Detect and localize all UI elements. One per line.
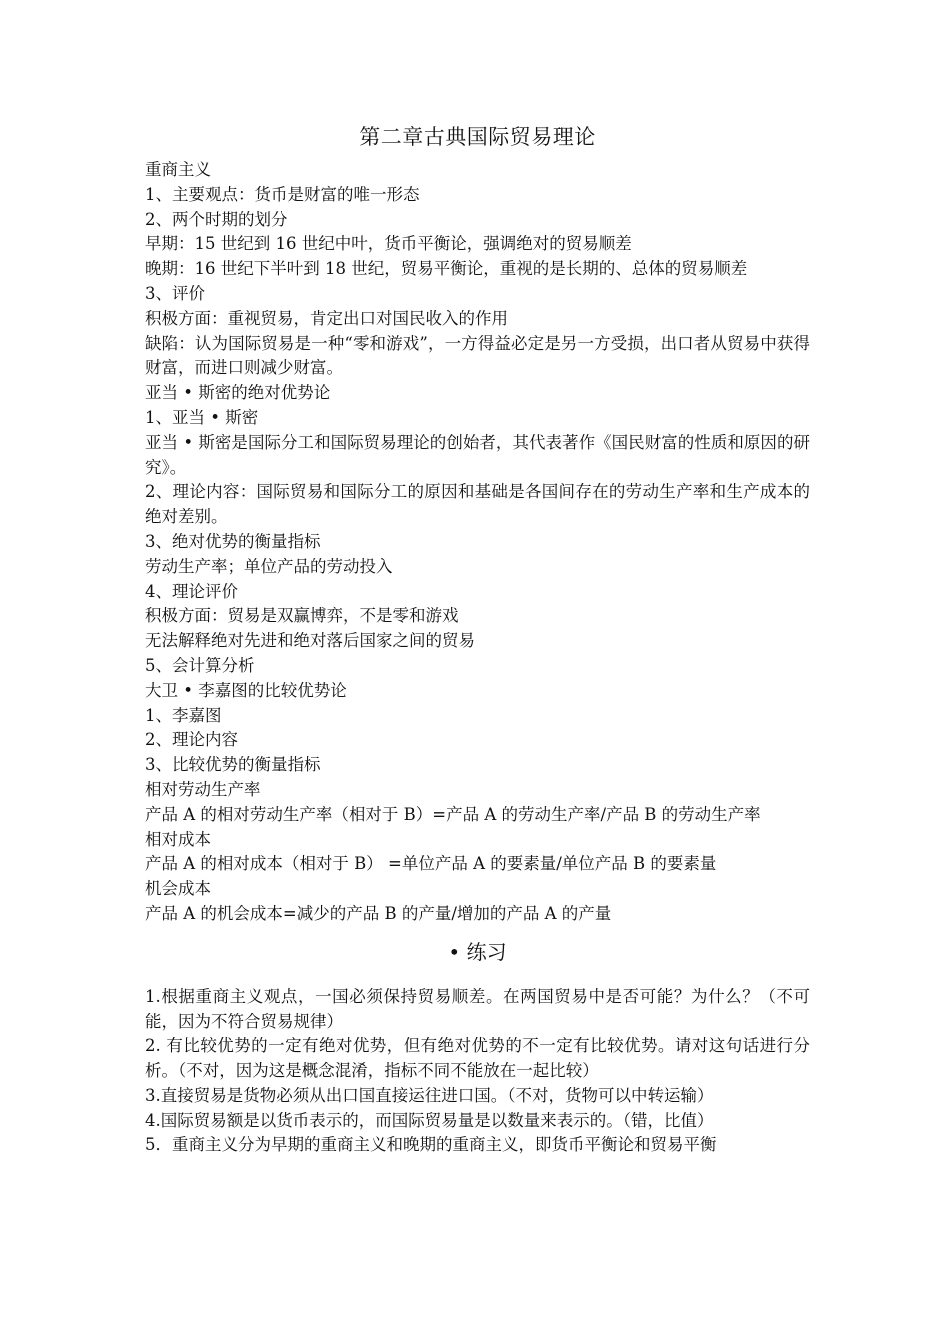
text-line: 早期：15 世纪到 16 世纪中叶，货币平衡论，强调绝对的贸易顺差 xyxy=(145,234,632,254)
practice-item: 5．重商主义分为早期的重商主义和晚期的重商主义，即货币平衡论和贸易平衡 xyxy=(145,1135,717,1155)
document-body xyxy=(145,120,810,1158)
text-line: 积极方面：贸易是双赢博弈，不是零和游戏 xyxy=(145,606,459,626)
text-line: 3、评价 xyxy=(145,283,205,303)
text-line: 无法解释绝对先进和绝对落后国家之间的贸易 xyxy=(145,631,475,651)
text-line: 亚当 • 斯密是国际分工和国际贸易理论的创始者，其代表著作《国民财富的性质和原因的研究》。 xyxy=(145,432,810,477)
practice-item: 2. 有比较优势的一定有绝对优势，但有绝对优势的不一定有比较优势。请对这句话进行分析。（不对，因为这是概念混淆，指标不同不能放在一起比较） xyxy=(145,1036,810,1081)
text-line: 5、会计算分析 xyxy=(145,655,255,675)
text-line: 1、李嘉图 xyxy=(145,705,222,725)
practice-heading: • 练习 xyxy=(448,939,507,964)
text-line: 4、理论评价 xyxy=(145,581,238,601)
text-line: 2、两个时期的划分 xyxy=(145,209,288,229)
text-line: 产品 A 的相对劳动生产率（相对于 B）=产品 A 的劳动生产率/产品 B 的劳动生产率 xyxy=(145,804,761,824)
text-line: 积极方面：重视贸易，肯定出口对国民收入的作用 xyxy=(145,308,508,328)
text-line: 缺陷：认为国际贸易是一种“零和游戏”，一方得益必定是另一方受损，出口者从贸易中获得财富，而进口则减少财富。 xyxy=(145,333,810,378)
text-line: 产品 A 的机会成本=减少的产品 B 的产量/增加的产品 A 的产量 xyxy=(145,903,612,923)
text-line: 1、亚当 • 斯密 xyxy=(145,407,259,427)
text-line: 2、理论内容 xyxy=(145,730,238,750)
text-line: 3、绝对优势的衡量指标 xyxy=(145,531,321,551)
text-line: 晚期：16 世纪下半叶到 18 世纪，贸易平衡论，重视的是长期的、总体的贸易顺差 xyxy=(145,259,748,279)
text-line: 亚当 • 斯密的绝对优势论 xyxy=(145,383,331,403)
text-line: 2、理论内容：国际贸易和国际分工的原因和基础是各国间存在的劳动生产率和生产成本的绝对差别。 xyxy=(145,482,810,527)
text-line: 劳动生产率；单位产品的劳动投入 xyxy=(145,556,393,576)
text-line: 产品 A 的相对成本（相对于 B） =单位产品 A 的要素量/单位产品 B 的要素量 xyxy=(145,854,717,874)
practice-item: 4.国际贸易额是以货币表示的，而国际贸易量是以数量来表示的。（错，比值） xyxy=(145,1110,714,1130)
practice-item: 3.直接贸易是货物必须从出口国直接运往进口国。（不对，货物可以中转运输） xyxy=(145,1085,714,1105)
practice-item: 1.根据重商主义观点，一国必须保持贸易顺差。在两国贸易中是否可能？为什么？（不可能，因为不符合贸易规律） xyxy=(145,986,810,1031)
text-line: 相对劳动生产率 xyxy=(145,779,261,799)
page-title: 第二章古典国际贸易理论 xyxy=(359,125,596,149)
text-line: 重商主义 xyxy=(145,160,211,179)
text-line: 机会成本 xyxy=(145,879,211,899)
text-line: 大卫 • 李嘉图的比较优势论 xyxy=(145,680,347,700)
text-line: 3、比较优势的衡量指标 xyxy=(145,755,321,775)
text-line: 1、主要观点：货币是财富的唯一形态 xyxy=(145,184,420,204)
text-line: 相对成本 xyxy=(145,829,211,849)
